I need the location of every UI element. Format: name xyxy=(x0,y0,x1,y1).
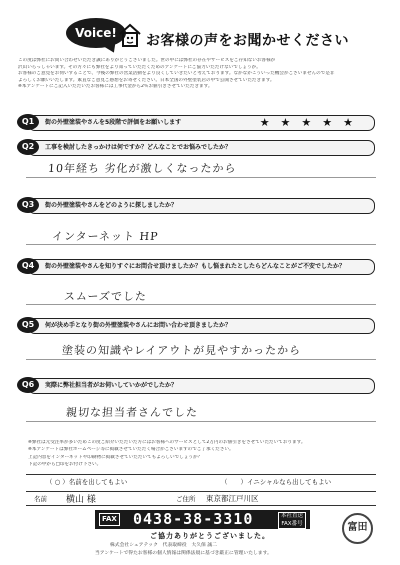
address-value[interactable]: 東京都江戸川区 xyxy=(206,494,259,503)
answer-handwriting: インターネット HP xyxy=(51,230,159,243)
question-number: Q5 xyxy=(17,317,39,333)
question-number: Q3 xyxy=(17,197,39,213)
question-text: 何が決め手となり街の外壁塗装やさんにお問い合わせ頂きましたか？ xyxy=(45,322,232,329)
fax-banner xyxy=(95,510,310,529)
rating-stars: ★★★★★ xyxy=(259,116,364,129)
note-line: 上記内容をインターネットや印刷物に掲載させていただいてもよろしいでしょうか？ xyxy=(28,455,203,460)
intro-line: 沢山いらっしゃいます。その方々にも弊社をより知っていただくためのアンケートにご協力いただけないでしょうか。 xyxy=(18,64,261,70)
intro-line: よろしくお願いいたします。素直なご意見ご感想をお寄せください。日本全国の外壁塗装店の中で公開させていただきます。 xyxy=(18,77,275,83)
house-icon xyxy=(118,22,142,48)
answer-handwriting: 塗装の知識やレイアウトが見やすかったから xyxy=(61,344,302,357)
answer-handwriting: スムーズでした xyxy=(63,290,148,303)
question-number: Q1 xyxy=(17,114,39,130)
address-label: ご住所 xyxy=(176,495,196,503)
question-text: 街の外壁塗装やさんを知りすぐにお問合せ頂けましたか？もし悩まれたとしたらどんなことがご不安でしたか？ xyxy=(45,263,346,270)
hanko-stamp: 富田 xyxy=(342,513,373,544)
question-text: 工事を検討したきっかけは何ですか？どんなことでお悩みでしたか？ xyxy=(45,144,232,151)
name-label: 名前 xyxy=(34,495,47,503)
fax-note-line: FAX番号 xyxy=(281,520,303,527)
intro-text xyxy=(18,58,382,91)
answer-line xyxy=(26,359,376,360)
name-row xyxy=(26,491,376,506)
name-value[interactable]: 横山 様 xyxy=(66,495,96,505)
answer-handwriting: 親切な担当者さんでした xyxy=(65,406,199,419)
question-bar-q5 xyxy=(21,318,375,334)
answer-line xyxy=(26,421,376,422)
question-text: 街の外壁塗装やさんをどのように探しましたか？ xyxy=(45,202,178,209)
intro-line: この度は弊社にお問い合わせいただき誠にありがとうございました。世の中には弊社の存在やサービスをご存知ないお客様が xyxy=(18,58,276,63)
question-bar-q3 xyxy=(21,198,375,214)
fax-note-line: 本社直送 xyxy=(280,513,303,519)
answer-line xyxy=(26,244,376,245)
note-line: ※本アンケートは弊社ホームページ等に掲載させていただく場合がございますのでご了承ください。 xyxy=(28,447,234,452)
answer-line xyxy=(26,177,376,178)
question-number: Q6 xyxy=(17,377,39,393)
privacy-line: 当アンケートで得たお客様の個人情報は関係法規に基づき厳正に管理いたします。 xyxy=(95,551,272,556)
note-line: 下記の中から□印をお付け下さい。 xyxy=(28,462,102,467)
question-text: 街の外壁塗装やさんを5段階で評価をお願いします xyxy=(45,119,182,126)
question-text: 実際に弊社担当者がお伺いしていかがでしたか？ xyxy=(45,382,178,389)
thanks-text: ご協力ありがとうございました。 xyxy=(150,532,270,540)
consent-option-initial[interactable]: （ ）イニシャルなら出してもよい xyxy=(221,478,332,486)
answer-handwriting: 10年経ち 劣化が激しくなったから xyxy=(47,162,237,175)
question-bar-q2 xyxy=(21,140,375,156)
question-bar-q6 xyxy=(21,378,375,394)
fax-number: 0438-38-3310 xyxy=(133,510,254,528)
answer-line xyxy=(26,304,376,305)
question-number: Q4 xyxy=(17,258,39,274)
question-bar-q4 xyxy=(21,259,375,275)
fax-note xyxy=(278,512,306,529)
fax-label: FAX xyxy=(99,513,120,526)
note-line: ※弊社は元受注率が多いためこの度ご紹介いただいた方にはお客様へのサービスとして2万円のお値引きをさせていただいております。 xyxy=(28,440,306,445)
voice-badge: Voice! xyxy=(66,18,126,48)
question-number: Q2 xyxy=(17,139,39,155)
page-title: お客様の声をお聞かせください xyxy=(146,33,349,49)
intro-line: お客様のご意見をお伺いすることで、今後の弊社の営業活動をより良くしていきたいと考えております。なかなかこういった機会がございませんので是非 xyxy=(18,71,335,77)
consent-option-name[interactable]: （ ○ ）名前を出してもよい xyxy=(46,478,128,486)
consent-row xyxy=(26,474,376,488)
intro-line: ※本アンケートにご記入いただいたお客様には工事代金から2％お値引きさせていただきます。 xyxy=(18,84,213,90)
company-line: 株式会社シェアテック 代表取締役 大久保 誠二 xyxy=(110,543,217,548)
question-bar-q1 xyxy=(21,115,375,131)
